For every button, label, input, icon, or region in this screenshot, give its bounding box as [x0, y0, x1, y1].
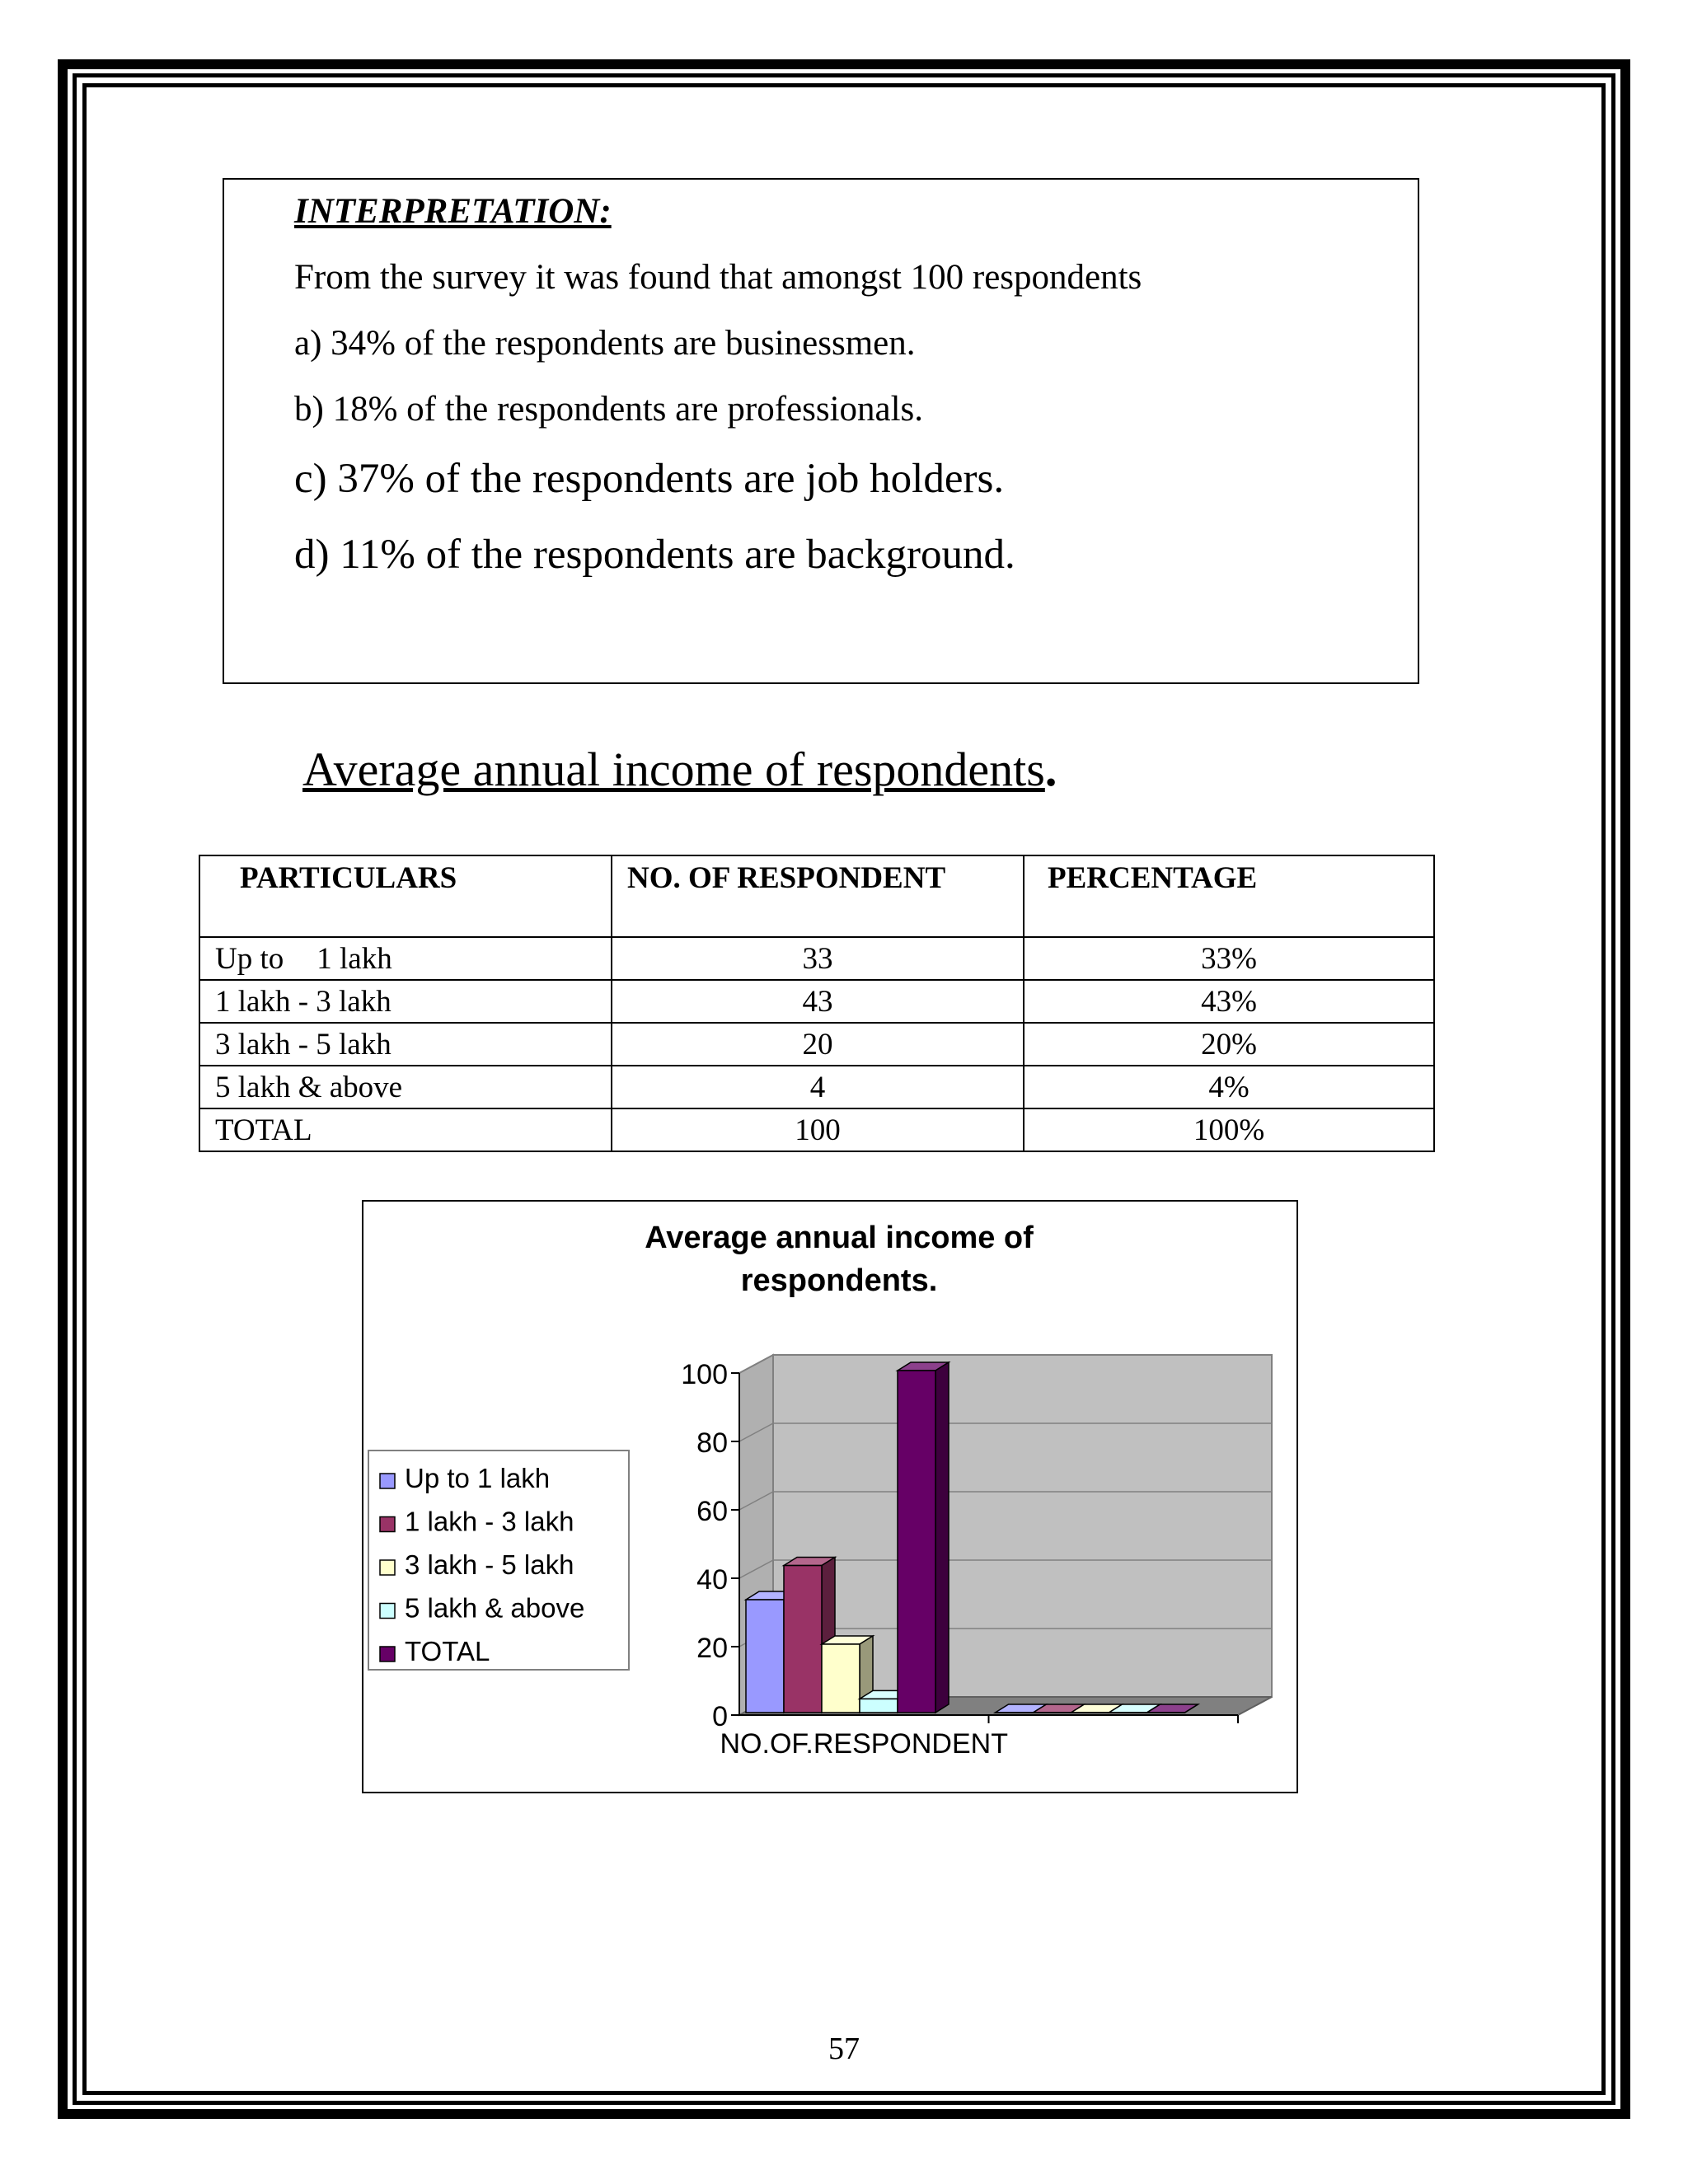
chart-legend-label: 5 lakh & above [405, 1592, 585, 1624]
section-heading [302, 742, 1057, 797]
table-cell-particulars: Up to 1 lakh [199, 937, 612, 980]
interpretation-point: c) 37% of the respondents are job holders. [294, 456, 1005, 502]
table-cell-percentage: 33% [1024, 937, 1434, 980]
chart-legend-label: TOTAL [405, 1636, 490, 1666]
chart-y-tick-label: 20 [696, 1633, 728, 1664]
chart-canvas [363, 1202, 1296, 1792]
section-heading-text: Average annual income of respondents [302, 743, 1045, 796]
chart-y-tick-label: 80 [696, 1427, 728, 1459]
chart-title-line: Average annual income of [645, 1221, 1034, 1255]
chart-legend-label: 3 lakh - 5 lakh [405, 1549, 574, 1580]
table-header-row [199, 855, 1434, 937]
table-cell-percentage: 4% [1024, 1066, 1434, 1108]
chart-y-tick-label: 0 [712, 1701, 728, 1732]
chart-y-tick-label: 100 [681, 1359, 728, 1390]
table-row [199, 980, 1434, 1023]
chart-bar [746, 1600, 784, 1713]
chart-legend-swatch [380, 1474, 395, 1488]
table-header-cell: NO. OF RESPONDENT [612, 855, 1024, 937]
table-cell-percentage: 43% [1024, 980, 1434, 1023]
chart-y-tick-label: 60 [696, 1496, 728, 1527]
table-cell-particulars: TOTAL [199, 1108, 612, 1151]
chart-title-line: respondents. [740, 1263, 938, 1298]
interpretation-box [223, 178, 1419, 684]
table-header-cell: PARTICULARS [199, 855, 612, 937]
chart-legend-swatch [380, 1560, 395, 1575]
table-header-cell: PERCENTAGE [1024, 855, 1434, 937]
table-row [199, 1023, 1434, 1066]
income-table [199, 855, 1435, 1152]
table-cell-percentage: 100% [1024, 1108, 1434, 1151]
interpretation-point: d) 11% of the respondents are background. [294, 532, 1015, 578]
interpretation-point: b) 18% of the respondents are professionals. [294, 390, 924, 429]
table-row [199, 937, 1434, 980]
chart-legend-swatch [380, 1604, 395, 1619]
section-heading-dot: . [1044, 743, 1057, 796]
table-cell-particulars: 3 lakh - 5 lakh [199, 1023, 612, 1066]
chart-legend-swatch [380, 1517, 395, 1532]
chart-y-tick-label: 40 [696, 1564, 728, 1596]
chart-legend-label: 1 lakh - 3 lakh [405, 1506, 574, 1537]
interpretation-point: a) 34% of the respondents are businessmen. [294, 324, 916, 363]
table-row [199, 1066, 1434, 1108]
chart-bar [898, 1371, 935, 1713]
chart-bar-side [935, 1362, 949, 1713]
table-cell-particulars: 5 lakh & above [199, 1066, 612, 1108]
chart-bar [784, 1566, 822, 1713]
chart-bar [860, 1699, 898, 1713]
chart-x-tick-label: NO.OF.RESPONDENT [720, 1728, 1008, 1760]
table-cell-respondents: 20 [612, 1023, 1024, 1066]
table-cell-respondents: 33 [612, 937, 1024, 980]
table-cell-particulars: 1 lakh - 3 lakh [199, 980, 612, 1023]
chart-bar [822, 1644, 860, 1713]
interpretation-intro: From the survey it was found that amongst 100 respondents [294, 258, 1142, 297]
table-cell-respondents: 100 [612, 1108, 1024, 1151]
chart-legend-swatch [380, 1647, 395, 1661]
page-number: 57 [828, 2032, 860, 2066]
table-row [199, 1108, 1434, 1151]
interpretation-title: INTERPRETATION: [294, 192, 612, 231]
table-cell-respondents: 43 [612, 980, 1024, 1023]
chart-legend-label: Up to 1 lakh [405, 1463, 551, 1493]
table-cell-respondents: 4 [612, 1066, 1024, 1108]
income-chart [362, 1200, 1298, 1793]
table-cell-percentage: 20% [1024, 1023, 1434, 1066]
